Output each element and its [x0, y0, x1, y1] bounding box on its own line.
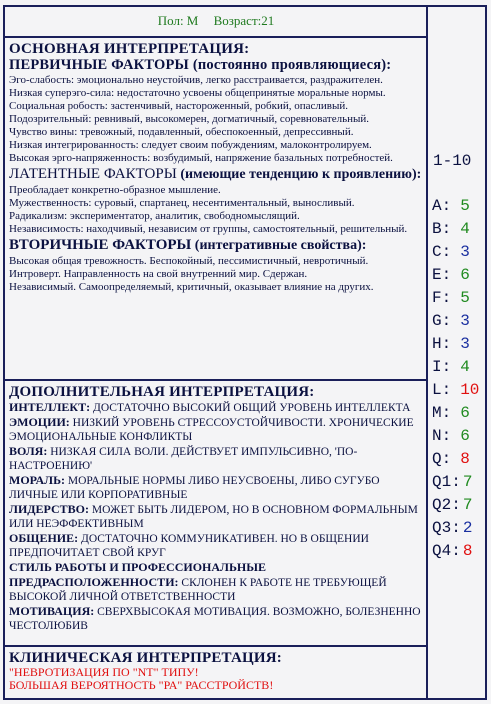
extra-item-text: НИЗКИЙ УРОВЕНЬ СТРЕССОУСТОЙЧИВОСТИ. ХРОНИЧЕСКИЕ ЭМОЦИОНАЛЬНЫЕ КОНФЛИКТЫ: [9, 417, 414, 443]
factor-name: C:: [432, 243, 452, 261]
interpretation-line: Независимый. Самоопределяемый, критичный, оказывает влияние на других.: [9, 281, 374, 293]
extra-item-text: МОЖЕТ БЫТЬ ЛИДЕРОМ, НО В ОСНОВНОМ ФОРМАЛЬНЫМ ИЛИ НЕЭФФЕКТИВНЫМ: [9, 504, 418, 530]
factor-row: [432, 266, 470, 284]
factor-row: [432, 427, 470, 445]
factor-value: 6: [460, 266, 470, 284]
factor-name: Q1:: [432, 473, 461, 491]
interpretation-line: Мужественность: суровый, спартанец, несентиментальный, выносливый.: [9, 197, 355, 209]
factor-name: I:: [432, 358, 452, 376]
interpretation-line: Преобладает конкретно-образное мышление.: [9, 184, 221, 196]
extra-item-label: МОТИВАЦИЯ:: [9, 604, 95, 618]
extra-item-label: МОРАЛЬ:: [9, 473, 65, 487]
factor-value: 5: [460, 289, 470, 307]
extra-item-text: ДОСТАТОЧНО КОММУНИКАТИВЕН. НО В ОБЩЕНИИ ПРЕДПОЧИТАЕТ СВОЙ КРУГ: [9, 533, 369, 559]
factor-value: 8: [460, 450, 470, 468]
factor-name: Q3:: [432, 519, 461, 537]
factor-name: F:: [432, 289, 452, 307]
primary-list: [9, 74, 423, 165]
main-title: ОСНОВНАЯ ИНТЕРПРЕТАЦИЯ:: [9, 41, 250, 57]
extra-item-label: ЛИДЕРСТВО:: [9, 502, 90, 516]
factor-row: [432, 220, 470, 238]
report-frame: [3, 5, 487, 700]
age-label: Возраст:21: [213, 13, 275, 28]
factor-name: N:: [432, 427, 452, 445]
factor-scale-column: [428, 7, 485, 698]
clinical-interpretation: [5, 647, 426, 698]
extra-item: [9, 531, 423, 560]
additional-interpretation: [5, 381, 426, 647]
factor-row: [432, 519, 472, 537]
interpretation-column: [5, 7, 428, 698]
latent-title-note: (имеющие тенденцию к проявлению):: [180, 167, 422, 182]
main-interpretation: [5, 38, 426, 381]
extra-item-text: НИЗКАЯ СИЛА ВОЛИ. ДЕЙСТВУЕТ ИМПУЛЬСИВНО, 'ПО-НАСТРОЕНИЮ': [9, 446, 358, 472]
factor-value: 4: [460, 220, 470, 238]
latent-list: [9, 184, 423, 236]
extra-item: [9, 415, 423, 444]
secondary-title-note: (интегративные свойства):: [194, 238, 367, 253]
extra-item: [9, 400, 423, 415]
extra-item-text: МОРАЛЬНЫЕ НОРМЫ ЛИБО НЕУСВОЕНЫ, ЛИБО СУГУБО ЛИЧНЫЕ ИЛИ КОРПОРАТИВНЫЕ: [9, 475, 380, 501]
factor-row: [432, 197, 470, 215]
factor-value: 6: [460, 404, 470, 422]
factor-name: L:: [432, 381, 452, 399]
extra-item-label: СТИЛЬ РАБОТЫ И ПРОФЕССИОНАЛЬНЫЕ ПРЕДРАСПОЛОЖЕННОСТИ:: [9, 560, 267, 589]
extra-item: [9, 604, 423, 633]
factor-row: [432, 358, 470, 376]
extra-item-label: ВОЛЯ:: [9, 444, 48, 458]
factor-name: G:: [432, 312, 452, 330]
factor-row: [432, 473, 472, 491]
factor-row: [432, 312, 470, 330]
extra-title: ДОПОЛНИТЕЛЬНАЯ ИНТЕРПРЕТАЦИЯ:: [9, 384, 315, 400]
extra-item-text: ДОСТАТОЧНО ВЫСОКИЙ ОБЩИЙ УРОВЕНЬ ИНТЕЛЛЕКТА: [92, 402, 411, 414]
extra-item: [9, 473, 423, 502]
interpretation-line: Низкая интегрированность: следует своим побуждениям, малоконтролируем.: [9, 139, 372, 151]
factor-value: 3: [460, 335, 470, 353]
factor-row: [432, 381, 479, 399]
factor-row: [432, 496, 472, 514]
interpretation-line: Эго-слабость: эмоционально неустойчив, легко расстраивается, раздражителен.: [9, 74, 383, 86]
factor-row: [432, 542, 472, 560]
latent-title: [9, 166, 423, 183]
extra-item: [9, 560, 423, 604]
interpretation-line: Независимость: находчивый, независим от группы, самостоятельный, решительный.: [9, 223, 408, 235]
extra-item-text: СКЛОНЕН К РАБОТЕ НЕ ТРЕБУЮЩЕЙ ВЫСОКОЙ ЛИЧНОЙ ОТВЕТСТВЕННОСТИ: [9, 577, 387, 603]
scale-range: 1-10: [433, 152, 472, 170]
factor-value: 7: [462, 496, 473, 514]
secondary-title: [9, 237, 423, 254]
extra-item: [9, 502, 423, 531]
factor-value: 3: [460, 312, 470, 330]
factor-name: E:: [432, 266, 452, 284]
interpretation-line: Подозрительный: ревнивый, высокомерен, догматичный, соревновательный.: [9, 113, 370, 125]
primary-title: ПЕРВИЧНЫЕ ФАКТОРЫ (постоянно проявляющиеся):: [9, 57, 392, 73]
respondent-header: [5, 7, 426, 38]
interpretation-line: Высокая общая тревожность. Беспокойный, пессимистичный, невротичный.: [9, 255, 369, 267]
interpretation-line: Высокая эрго-напряженность: возбудимый, напряжение базальных потребностей.: [9, 152, 393, 164]
extra-item-text: СВЕРХВЫСОКАЯ МОТИВАЦИЯ. ВОЗМОЖНО, БОЛЕЗНЕННО ЧЕСТОЛЮБИВ: [9, 606, 421, 632]
interpretation-line: Чувство вины: тревожный, подавленный, обеспокоенный, депрессивный.: [9, 126, 354, 138]
extra-list: [9, 400, 423, 633]
secondary-title-main: ВТОРИЧНЫЕ ФАКТОРЫ: [9, 237, 192, 253]
clinical-line: "НЕВРОТИЗАЦИЯ ПО "NT" ТИПУ!: [9, 665, 199, 679]
factor-value: 4: [460, 358, 470, 376]
factor-row: [432, 450, 470, 468]
latent-title-main: ЛАТЕНТНЫЕ ФАКТОРЫ: [9, 166, 177, 182]
factor-name: A:: [432, 197, 452, 215]
factor-name: Q2:: [432, 496, 461, 514]
factor-name: Q4:: [432, 542, 461, 560]
interpretation-line: Интроверт. Направленность на свой внутренний мир. Сдержан.: [9, 268, 308, 280]
factor-row: [432, 404, 470, 422]
interpretation-line: Низкая суперэго-сила: недостаточно усвоены общепринятые моральные нормы.: [9, 87, 386, 99]
extra-item-label: ЭМОЦИИ:: [9, 415, 70, 429]
factor-row: [432, 289, 470, 307]
interpretation-line: Социальная робость: застенчивый, настороженный, робкий, опасливый.: [9, 100, 349, 112]
extra-item-label: ИНТЕЛЛЕКТ:: [9, 400, 91, 414]
factor-value: 8: [462, 542, 473, 560]
clinical-title: КЛИНИЧЕСКАЯ ИНТЕРПРЕТАЦИЯ:: [9, 650, 282, 666]
secondary-list: [9, 255, 423, 294]
interpretation-line: Радикализм: экспериментатор, аналитик, свободномыслящий.: [9, 210, 300, 222]
extra-item-label: ОБЩЕНИЕ:: [9, 531, 79, 545]
factor-name: H:: [432, 335, 452, 353]
factor-value: 2: [462, 519, 473, 537]
extra-item: [9, 444, 423, 473]
sex-label: Пол: М: [157, 13, 199, 28]
factor-value: 10: [460, 381, 480, 399]
factor-value: 5: [460, 197, 470, 215]
factor-value: 7: [462, 473, 473, 491]
clinical-line: БОЛЬШАЯ ВЕРОЯТНОСТЬ "РА" РАССТРОЙСТВ!: [9, 678, 274, 692]
factor-value: 6: [460, 427, 470, 445]
factor-row: [432, 243, 470, 261]
factor-name: M:: [432, 404, 452, 422]
factor-row: [432, 335, 470, 353]
factor-name: B:: [432, 220, 452, 238]
factor-value: 3: [460, 243, 470, 261]
factor-name: Q:: [432, 450, 452, 468]
